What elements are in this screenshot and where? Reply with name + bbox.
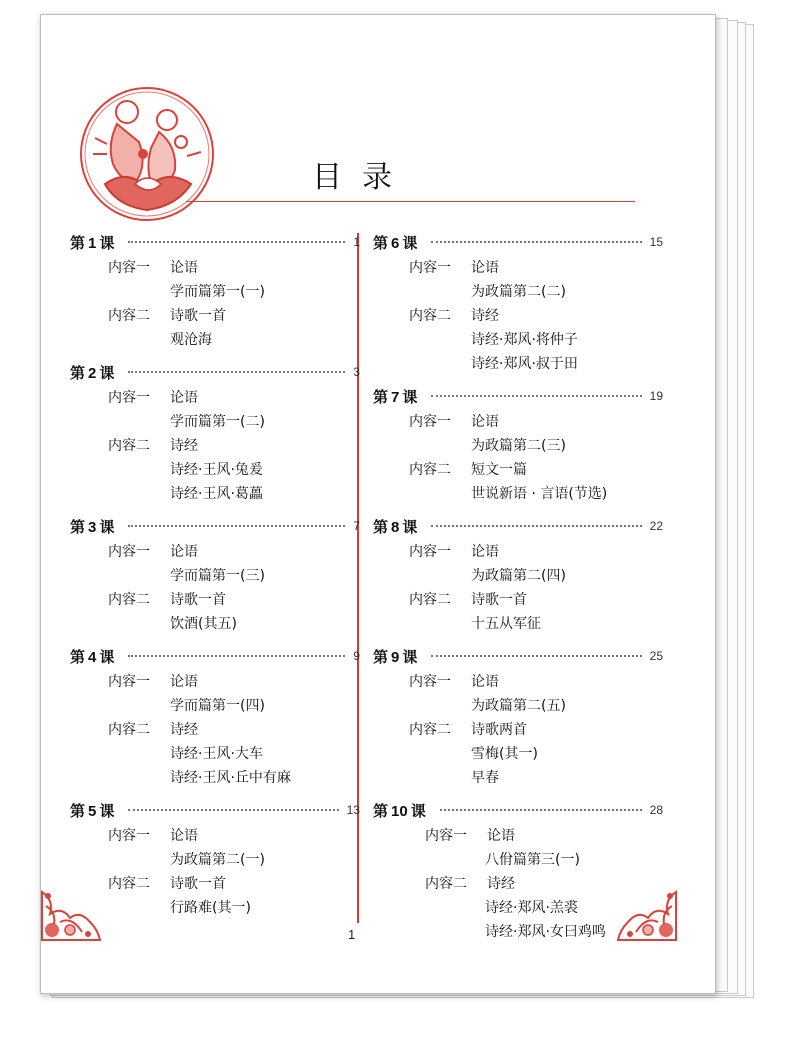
lesson-number: 10 [391,802,408,820]
lesson-prefix: 第 [70,363,86,382]
toc-lesson-entry[interactable] [373,797,663,823]
item-label: 内容二 [108,876,150,892]
dot-leader [431,241,641,243]
item-label: 内容一 [409,260,451,276]
dot-leader [128,525,345,527]
toc-left-column [70,229,360,927]
lesson-page-number: 9 [353,649,360,663]
toc-sub-item: 学而篇第一(一) [170,284,265,300]
item-title: 诗经 [170,438,198,454]
toc-sub-item: 早春 [471,770,499,786]
toc-sub-item: 学而篇第一(四) [170,698,265,714]
lesson-name [373,386,417,407]
lesson-number: 1 [88,234,97,252]
item-label: 内容二 [409,592,451,608]
lesson-page-number: 13 [346,803,360,817]
toc-lesson [70,513,360,635]
lesson-number: 4 [88,648,97,666]
lesson-page-number: 7 [353,519,360,533]
toc-item [70,871,360,895]
toc-item [373,539,663,563]
item-title: 论语 [471,544,499,560]
lesson-name [70,516,114,537]
lesson-prefix: 第 [373,647,389,666]
item-label: 内容一 [108,390,150,406]
item-label: 内容一 [425,828,467,844]
toc-sub-item: 诗经·王风·丘中有麻 [170,770,291,786]
item-title: 诗歌一首 [170,876,226,892]
toc-sub-item: 为政篇第二(一) [170,852,265,868]
lesson-suffix: 课 [99,233,115,252]
item-title: 诗经 [487,876,515,892]
toc-sub-item: 观沧海 [170,332,212,348]
toc-sub-item: 为政篇第二(四) [471,568,566,584]
toc-sub-item: 诗经·王风·大车 [170,746,263,762]
item-title: 论语 [471,260,499,276]
toc-sub-item: 诗经·郑风·叔于田 [471,356,578,372]
toc-sub-item: 八佾篇第三(一) [485,852,580,868]
toc-lesson-entry[interactable] [70,643,360,669]
toc-lesson [70,229,360,351]
toc-lesson-entry[interactable] [373,383,663,409]
item-label: 内容一 [108,260,150,276]
lesson-prefix: 第 [373,233,389,252]
toc-item [373,717,663,741]
item-label: 内容二 [409,462,451,478]
dot-leader [440,809,642,811]
toc-lesson-entry[interactable] [70,359,360,385]
lesson-suffix: 课 [99,363,115,382]
item-title: 诗歌两首 [471,722,527,738]
paper-cut-emblem-icon [77,84,217,224]
item-label: 内容二 [425,876,467,892]
lesson-prefix: 第 [373,387,389,406]
dot-leader [128,371,345,373]
toc-item [70,823,360,847]
lesson-prefix: 第 [70,801,86,820]
dot-leader [128,241,345,243]
dot-leader [431,395,641,397]
toc-sub-item: 为政篇第二(三) [471,438,566,454]
lesson-page-number: 25 [649,649,663,663]
page-title: 目录 [312,160,412,195]
toc-item [70,385,360,409]
lesson-name [70,232,114,253]
toc-lesson [373,643,663,789]
item-label: 内容二 [409,722,451,738]
toc-item [373,587,663,611]
lesson-name [373,516,417,537]
lesson-page-number: 28 [649,803,663,817]
item-title: 论语 [487,828,515,844]
toc-item [70,587,360,611]
lesson-page-number: 3 [353,365,360,379]
toc-item [70,717,360,741]
toc-lesson-entry[interactable] [70,513,360,539]
item-label: 内容一 [409,544,451,560]
lesson-number: 6 [391,234,400,252]
toc-sub-item: 诗经·王风·葛藟 [170,486,263,502]
item-title: 短文一篇 [471,462,527,478]
toc-item [70,669,360,693]
toc-lesson [70,643,360,789]
lesson-name [70,646,114,667]
lesson-page-number: 19 [649,389,663,403]
toc-sub-item: 诗经·郑风·将仲子 [471,332,578,348]
toc-item [373,457,663,481]
item-label: 内容一 [108,544,150,560]
lesson-suffix: 课 [99,647,115,666]
dot-leader [128,655,345,657]
toc-sub-item: 饮酒(其五) [170,616,237,632]
lesson-suffix: 课 [402,647,418,666]
item-label: 内容一 [108,674,150,690]
item-label: 内容二 [409,308,451,324]
toc-lesson [373,229,663,375]
toc-sub-item: 世说新语 · 言语(节选) [471,486,608,502]
lesson-number: 3 [88,518,97,536]
item-title: 论语 [170,674,198,690]
toc-sub-item: 十五从军征 [471,616,541,632]
toc-item [70,255,360,279]
item-title: 诗经 [170,722,198,738]
lesson-page-number: 1 [353,235,360,249]
toc-item [373,409,663,433]
toc-sub-item: 学而篇第一(二) [170,414,265,430]
toc-sub-item: 诗经·郑风·羔裘 [485,900,578,916]
dot-leader [128,809,338,811]
lesson-suffix: 课 [402,233,418,252]
toc-item [373,669,663,693]
toc-right-column [373,229,663,951]
toc-item [373,303,663,327]
lesson-suffix: 课 [99,517,115,536]
toc-lesson [373,383,663,505]
toc-item [373,823,663,847]
lesson-name [70,800,114,821]
lesson-suffix: 课 [402,517,418,536]
toc-lesson-entry[interactable] [373,513,663,539]
item-title: 论语 [170,828,198,844]
toc-lesson [70,797,360,919]
item-title: 诗经 [471,308,499,324]
lesson-number: 5 [88,802,97,820]
toc-sub-item: 行路难(其一) [170,900,251,916]
floral-corner-right-icon [616,886,678,942]
lesson-page-number: 22 [649,519,663,533]
toc-lesson-entry[interactable] [373,229,663,255]
item-title: 论语 [170,544,198,560]
item-label: 内容二 [108,438,150,454]
toc-sub-item: 诗经·郑风·女曰鸡鸣 [485,924,606,940]
toc-sub-item: 学而篇第一(三) [170,568,265,584]
toc-item [70,433,360,457]
item-label: 内容一 [409,414,451,430]
toc-sub-item: 为政篇第二(二) [471,284,566,300]
item-title: 论语 [170,260,198,276]
lesson-number: 2 [88,364,97,382]
toc-lesson-entry[interactable] [373,643,663,669]
lesson-prefix: 第 [373,517,389,536]
item-title: 论语 [170,390,198,406]
lesson-name [373,800,426,821]
item-title: 诗歌一首 [471,592,527,608]
item-title: 论语 [471,674,499,690]
dot-leader [431,655,641,657]
toc-lesson-entry[interactable] [70,797,360,823]
lesson-name [70,362,114,383]
item-label: 内容二 [108,592,150,608]
toc-item [70,539,360,563]
toc-lesson [373,513,663,635]
toc-lesson [70,359,360,505]
lesson-suffix: 课 [99,801,115,820]
lesson-number: 7 [391,388,400,406]
lesson-name [373,232,417,253]
item-label: 内容一 [108,828,150,844]
item-title: 诗歌一首 [170,592,226,608]
page-number: 1 [348,927,356,942]
item-label: 内容二 [108,308,150,324]
title-underline [186,201,635,202]
toc-item [70,303,360,327]
toc-sub-item: 诗经·王风·兔爰 [170,462,263,478]
lesson-name [373,646,417,667]
toc-sub-item: 为政篇第二(五) [471,698,566,714]
item-label: 内容二 [108,722,150,738]
lesson-prefix: 第 [70,233,86,252]
dot-leader [431,525,641,527]
item-label: 内容一 [409,674,451,690]
toc-sub-item: 雪梅(其一) [471,746,538,762]
lesson-suffix: 课 [402,387,418,406]
lesson-prefix: 第 [373,801,389,820]
lesson-page-number: 15 [649,235,663,249]
floral-corner-left-icon [40,886,102,942]
lesson-prefix: 第 [70,517,86,536]
item-title: 论语 [471,414,499,430]
lesson-prefix: 第 [70,647,86,666]
item-title: 诗歌一首 [170,308,226,324]
toc-item [373,255,663,279]
lesson-number: 9 [391,648,400,666]
toc-lesson-entry[interactable] [70,229,360,255]
lesson-number: 8 [391,518,400,536]
lesson-suffix: 课 [410,801,426,820]
